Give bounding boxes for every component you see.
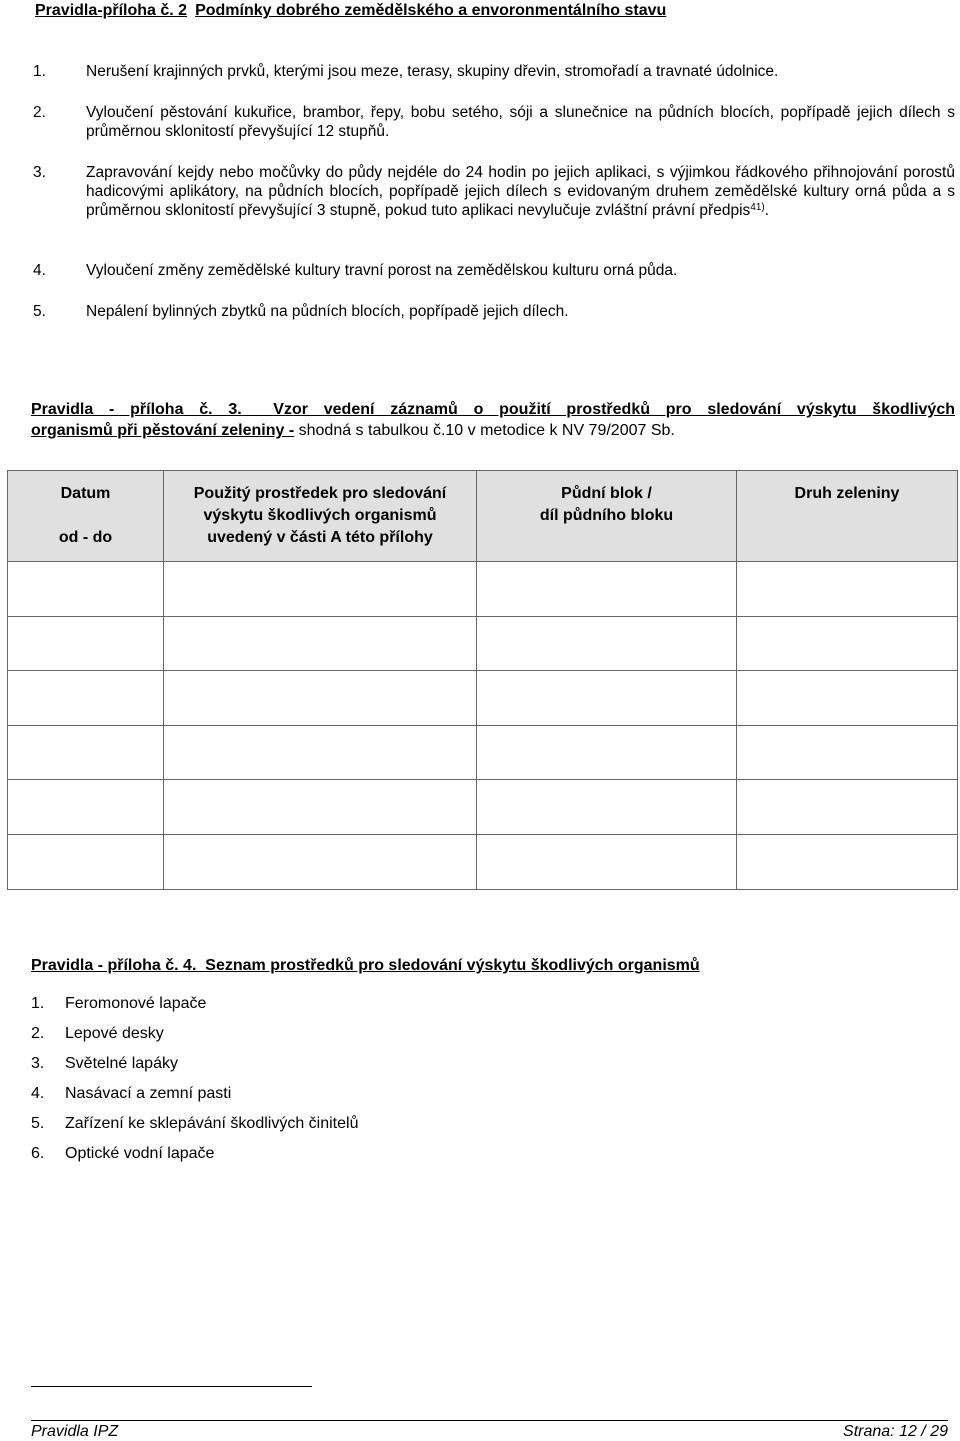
list-item-label: Nasávací a zemní pasti — [65, 1085, 232, 1102]
condition-text-tail: . — [764, 202, 770, 219]
section-4-label: Pravidla - příloha č. 4. — [31, 957, 197, 974]
table-row — [8, 834, 958, 889]
list-item — [31, 1021, 358, 1051]
records-table — [7, 470, 958, 890]
condition-number: 4. — [33, 262, 46, 279]
list-item — [31, 1081, 358, 1111]
table-cell[interactable] — [8, 562, 164, 617]
table-row — [8, 616, 958, 671]
table-header-row — [8, 471, 958, 562]
table-cell[interactable] — [8, 725, 164, 780]
condition-number: 5. — [33, 303, 46, 320]
table-cell[interactable] — [477, 834, 737, 889]
column-header-block-line2: díl půdního bloku — [539, 507, 674, 524]
section-4-heading — [31, 955, 700, 976]
condition-number: 3. — [33, 164, 46, 181]
table-cell[interactable] — [164, 834, 477, 889]
list-item-number: 6. — [31, 1145, 45, 1162]
list-item-label: Optické vodní lapače — [65, 1145, 215, 1162]
column-header-method-line3: uvedený v části A této přílohy — [207, 529, 433, 546]
column-header-method — [164, 471, 477, 562]
column-header-block — [477, 471, 737, 562]
footer-document-name: Pravidla IPZ — [31, 1423, 119, 1440]
condition-number: 1. — [33, 63, 46, 80]
footnote-separator — [31, 1386, 312, 1387]
table-cell[interactable] — [477, 725, 737, 780]
table-row — [8, 780, 958, 835]
table-cell[interactable] — [164, 725, 477, 780]
table-row — [8, 671, 958, 726]
section-3-heading — [31, 399, 955, 441]
table-cell[interactable] — [164, 780, 477, 835]
section-3-title-line1 — [31, 399, 955, 420]
column-header-date — [8, 471, 164, 562]
table-row — [8, 562, 958, 617]
column-header-method-line1: Použitý prostředek pro sledování — [193, 485, 447, 502]
list-item-number: 3. — [31, 1055, 45, 1072]
header-title: Podmínky dobrého zemědělského a envoronmentálního stavu — [195, 2, 667, 19]
condition-item-1 — [33, 62, 955, 81]
section-3-title-a: Vzor vedení záznamů o použití prostředků pro sledování výskytu škodlivých — [273, 401, 956, 418]
list-item-number: 2. — [31, 1025, 45, 1042]
table-cell[interactable] — [737, 616, 958, 671]
table-cell[interactable] — [737, 562, 958, 617]
column-header-vegetable — [737, 471, 958, 562]
condition-text — [86, 163, 955, 220]
table-cell[interactable] — [164, 671, 477, 726]
table-cell[interactable] — [737, 671, 958, 726]
table-cell[interactable] — [477, 671, 737, 726]
condition-item-2 — [33, 103, 955, 141]
table-cell[interactable] — [737, 834, 958, 889]
condition-number: 2. — [33, 104, 46, 121]
column-header-block-line1: Půdní blok / — [561, 485, 652, 502]
table-cell[interactable] — [8, 834, 164, 889]
page-header — [35, 2, 666, 20]
footnote-reference: 41) — [750, 202, 765, 213]
device-list — [31, 991, 358, 1171]
section-3-label: Pravidla - příloha č. 3. — [31, 401, 242, 418]
header-annex-label: Pravidla-příloha č. 2 — [35, 2, 188, 19]
column-header-vegetable-label: Druh zeleniny — [794, 485, 900, 502]
condition-item-5 — [33, 302, 955, 321]
table-cell[interactable] — [737, 780, 958, 835]
table-cell[interactable] — [8, 671, 164, 726]
table-cell[interactable] — [164, 562, 477, 617]
table-cell[interactable] — [737, 725, 958, 780]
footer-page-number: Strana: 12 / 29 — [843, 1423, 948, 1440]
column-header-method-line2: výskytu škodlivých organismů — [203, 507, 437, 524]
table-cell[interactable] — [8, 616, 164, 671]
section-3-note: shodná s tabulkou č.10 v metodice k NV 79/2007 Sb. — [294, 422, 675, 439]
page-footer — [31, 1420, 948, 1441]
section-3-title-line2 — [31, 420, 955, 441]
table-cell[interactable] — [8, 780, 164, 835]
table-cell[interactable] — [477, 562, 737, 617]
condition-item-3 — [33, 163, 955, 220]
list-item-label: Feromonové lapače — [65, 995, 207, 1012]
list-item-number: 5. — [31, 1115, 45, 1132]
list-item-label: Lepové desky — [65, 1025, 164, 1042]
condition-text: Vyloučení pěstování kukuřice, brambor, řepy, bobu setého, sóji a slunečnice na půdních blocích, popřípadě jejich dílech s průměrnou sklonitostí převyšující 12 stupňů. — [86, 104, 955, 140]
condition-text: Vyloučení změny zemědělské kultury travní porost na zemědělskou kulturu orná půda. — [86, 262, 678, 279]
column-header-date-line2: od - do — [58, 529, 113, 546]
section-4-title: Seznam prostředků pro sledování výskytu škodlivých organismů — [205, 957, 700, 974]
condition-text-body: Zapravování kejdy nebo močůvky do půdy nejdéle do 24 hodin po jejich aplikaci, s výjimkou řádkového přihnojování porostů hadicovými aplikátory, na půdních blocích, popřípadě jejich dílech s evidovaným druhem zemědělské kultury orná půda a s průměrnou sklonitostí převyšující 3 stupně, pokud tuto aplikaci nevylučuje zvláštní právní předpis — [86, 164, 955, 219]
table-cell[interactable] — [477, 616, 737, 671]
list-item — [31, 1051, 358, 1081]
list-item-label: Světelné lapáky — [65, 1055, 178, 1072]
section-3-title-b: organismů při pěstování zeleniny - — [31, 422, 295, 439]
list-item — [31, 1111, 358, 1141]
list-item — [31, 991, 358, 1021]
table-cell[interactable] — [164, 616, 477, 671]
list-item-number: 1. — [31, 995, 45, 1012]
condition-item-4 — [33, 261, 955, 280]
condition-text: Nepálení bylinných zbytků na půdních blocích, popřípadě jejich dílech. — [86, 303, 569, 320]
column-header-date-line1: Datum — [60, 485, 111, 502]
list-item-label: Zařízení ke sklepávání škodlivých činitelů — [65, 1115, 359, 1132]
list-item — [31, 1141, 358, 1171]
list-item-number: 4. — [31, 1085, 45, 1102]
condition-text: Nerušení krajinných prvků, kterými jsou meze, terasy, skupiny dřevin, stromořadí a travnaté údolnice. — [86, 63, 779, 80]
table-cell[interactable] — [477, 780, 737, 835]
table-row — [8, 725, 958, 780]
